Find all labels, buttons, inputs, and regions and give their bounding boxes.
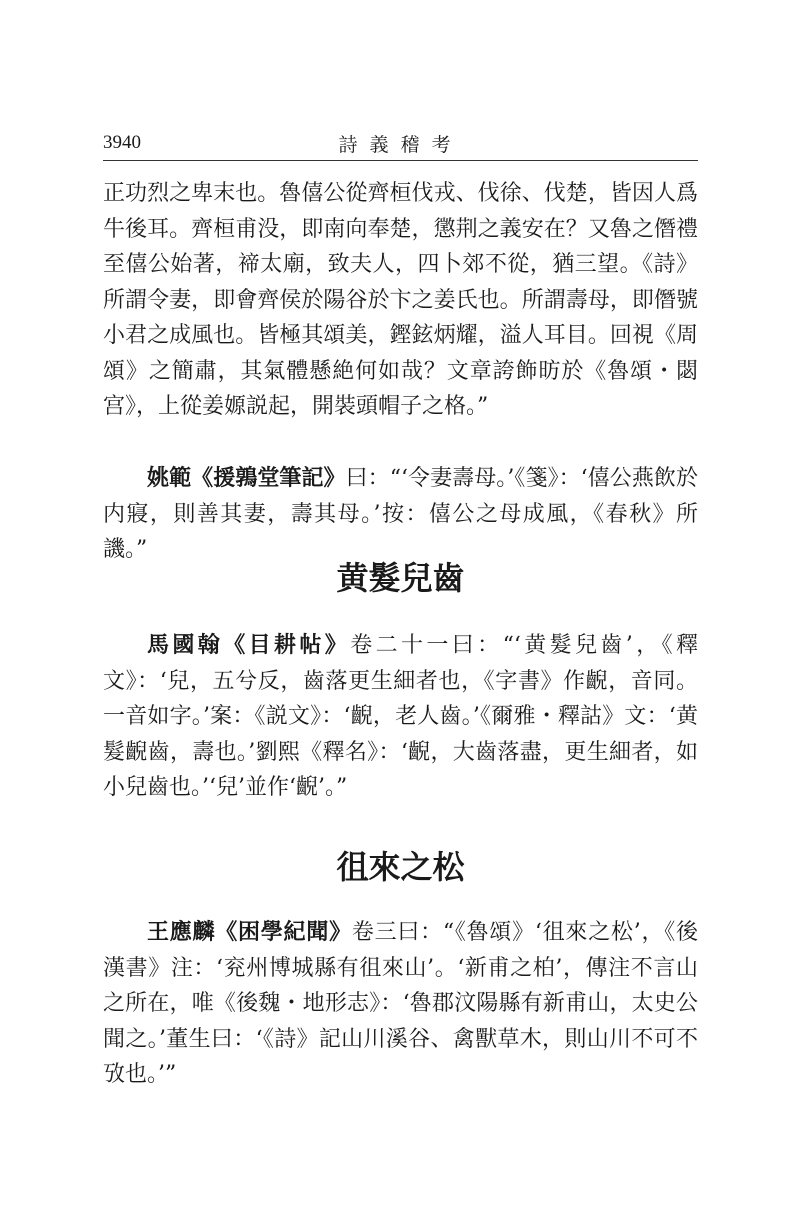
cited-author: 馬國翰《目耕帖》 (147, 633, 351, 658)
cited-author: 姚範《援鶉堂筆記》 (147, 466, 346, 491)
paragraph-yao-fan (103, 461, 698, 568)
section-heading-culai: 徂來之松 (336, 848, 465, 886)
paragraph-ma-guohan (103, 628, 698, 806)
paragraph-text: 卷二十一曰：“‘黄髮兒齒’，《釋文》：‘兒，五兮反，齒落更生細者也，《字書》作齯，音同。一音如字。’案：《説文》：‘齯，老人齒。’《爾雅・釋詁》文：‘黄髮齯齒，壽也。’劉熙《釋名》：‘齯，大齒落盡，更生細者，如小兒齒也。’‘兒’並作‘齯’。” (103, 633, 698, 800)
header-rule (103, 160, 698, 161)
paragraph-text: 曰：“‘令妻壽母。’《箋》：‘僖公燕飲於内寢，則善其妻，壽其母。’按：僖公之母成風，《春秋》所譏。” (103, 466, 698, 562)
page-header (103, 128, 698, 162)
paragraph-text: 正功烈之卑末也。魯僖公從齊桓伐戎、伐徐、伐楚，皆因人爲牛後耳。齊桓甫没，即南向奉楚，懲荆之義安在？又魯之僭禮至僖公始著，禘太廟，致夫人，四卜郊不從，猶三望。《詩》所謂令妻，即會齊侯於陽谷於卞之姜氏也。所謂壽母，即僭號小君之成風也。皆極其頌美，鏗鉉炳耀，溢人耳目。回視《周頌》之簡肅，其氣體懸絶何如哉？文章誇飾昉於《魯頌・閟宫》，上從姜嫄説起，開裝頭帽子之格。” (103, 181, 698, 419)
paragraph-text: 卷三曰：“《魯頌》‘徂來之松’，《後漢書》注：‘兖州博城縣有徂來山’。‘新甫之柏’，傳注不言山之所在，唯《後魏・地形志》：‘魯郡汶陽縣有新甫山，太史公聞之。’董生曰：‘《詩》記山川溪谷、禽獸草木，則山川不可不攷也。’” (103, 920, 698, 1087)
cited-author: 王應麟《困學紀聞》 (147, 920, 352, 945)
running-title: 詩義稽考 (338, 134, 463, 156)
page-number: 3940 (103, 132, 141, 153)
section-heading-huangfa: 黄髮兒齒 (336, 559, 465, 597)
paragraph-continuation (103, 176, 698, 425)
paragraph-wang-yinglin (103, 915, 698, 1093)
